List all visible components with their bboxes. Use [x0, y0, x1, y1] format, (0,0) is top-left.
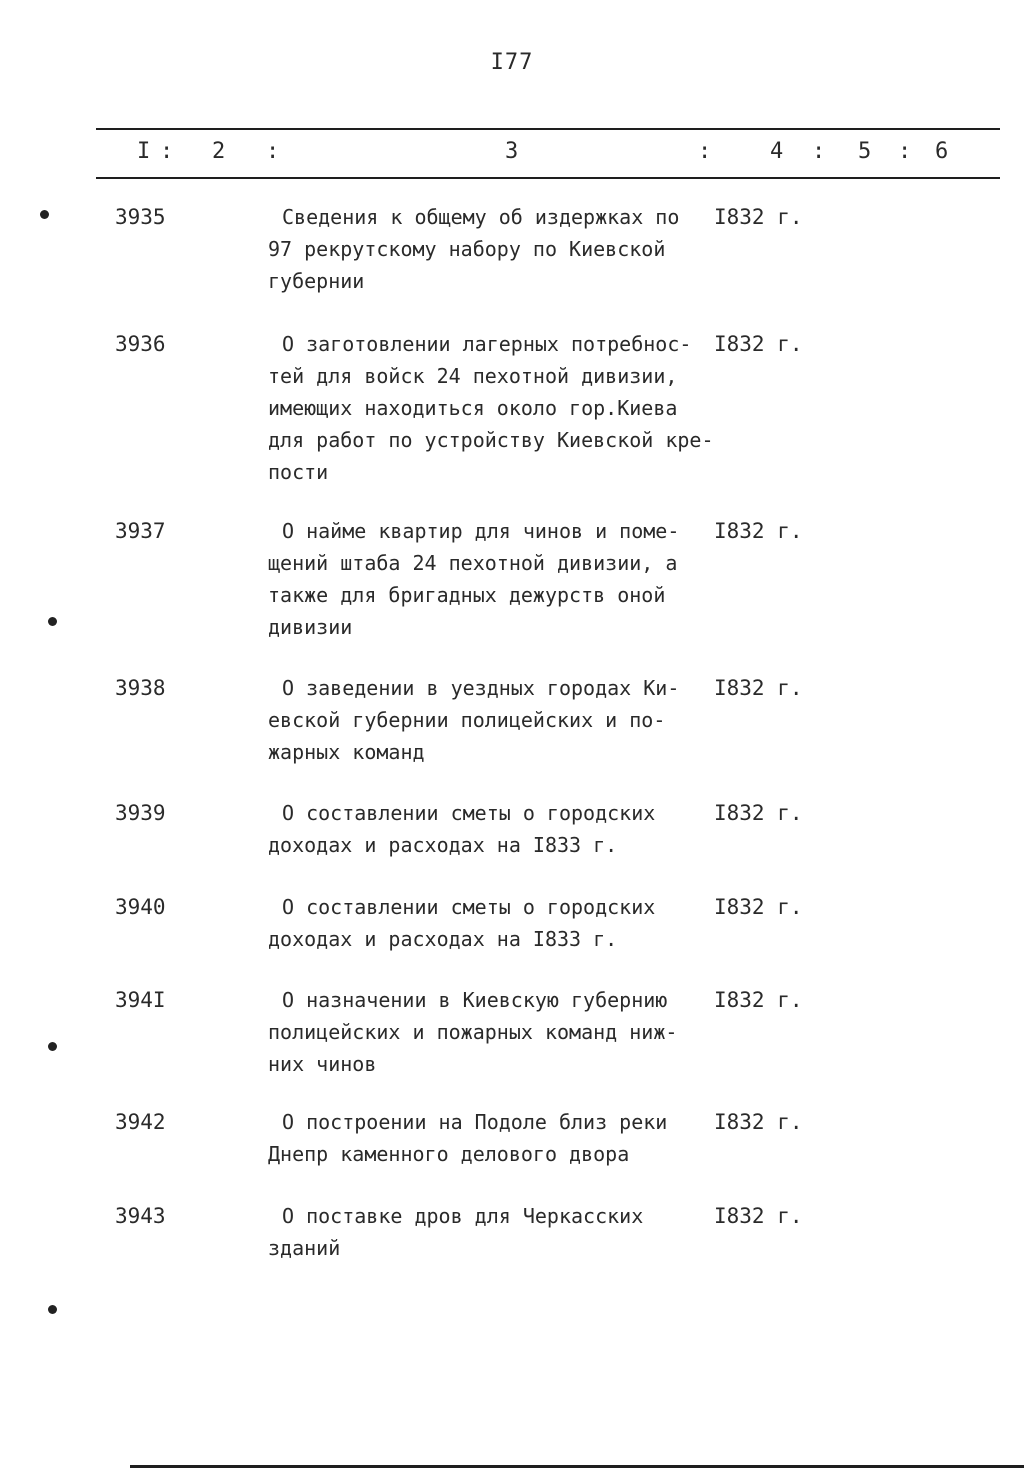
entry-title-line: зданий	[268, 1236, 341, 1260]
entry-title-line: губернии	[268, 269, 365, 293]
table-header-top-rule	[96, 128, 1000, 130]
entry-title-line: полицейских и пожарных команд ниж-	[268, 1020, 678, 1044]
entry-title-line: О заготовлении лагерных потребнос-	[282, 332, 692, 356]
entry-number: 3936	[115, 332, 166, 356]
entry-number: 3943	[115, 1204, 166, 1228]
entry-title-line: для работ по устройству Киевской кре-	[268, 428, 714, 452]
entry-title-line: тей для войск 24 пехотной дивизии,	[268, 364, 678, 388]
entry-number: 3938	[115, 676, 166, 700]
column-header-6: 6	[935, 139, 949, 164]
punch-hole-mark	[48, 617, 57, 626]
entry-title	[268, 515, 713, 643]
entry-title	[268, 984, 713, 1080]
entry-number: 3940	[115, 895, 166, 919]
entry-date: I832 г.	[714, 519, 803, 543]
entry-title-line: имеющих находиться около гор.Киева	[268, 396, 678, 420]
column-header-2: 2	[212, 139, 226, 164]
entry-number: 394I	[115, 988, 166, 1012]
entry-title	[268, 1106, 713, 1170]
column-separator: :	[266, 139, 280, 164]
column-separator: :	[812, 139, 826, 164]
entry-title-line: О поставке дров для Черкасских	[282, 1204, 644, 1228]
entry-title	[268, 891, 713, 955]
entry-date: I832 г.	[714, 988, 803, 1012]
entry-title-line: дивизии	[268, 615, 353, 639]
entry-number: 3942	[115, 1110, 166, 1134]
entry-title-line: 97 рекрутскому набору по Киевской	[268, 237, 666, 261]
column-header-3: 3	[505, 139, 519, 164]
entry-title-line: О назначении в Киевскую губернию	[282, 988, 668, 1012]
entry-title	[268, 328, 713, 488]
entry-title-line: пости	[268, 460, 329, 484]
entry-title-line: доходах и расходах на I833 г.	[268, 927, 618, 951]
column-header-5: 5	[858, 139, 872, 164]
entry-title-line: щений штаба 24 пехотной дивизии, а	[268, 551, 678, 575]
punch-hole-mark	[48, 1042, 57, 1051]
entry-number: 3937	[115, 519, 166, 543]
column-separator: :	[698, 139, 712, 164]
entry-title-line: доходах и расходах на I833 г.	[268, 833, 618, 857]
column-header-4: 4	[770, 139, 784, 164]
page-bottom-edge	[130, 1465, 1024, 1468]
entry-title-line: также для бригадных дежурств оной	[268, 583, 666, 607]
entry-title-line: О составлении сметы о городских	[282, 801, 656, 825]
table-header-bottom-rule	[96, 177, 1000, 179]
entry-date: I832 г.	[714, 1110, 803, 1134]
entry-date: I832 г.	[714, 332, 803, 356]
punch-hole-mark	[48, 1305, 57, 1314]
entry-title	[268, 1200, 713, 1264]
entry-date: I832 г.	[714, 801, 803, 825]
entry-title	[268, 672, 713, 768]
entry-title	[268, 201, 713, 297]
entry-date: I832 г.	[714, 205, 803, 229]
punch-hole-mark	[40, 210, 49, 219]
entry-title-line: О найме квартир для чинов и поме-	[282, 519, 680, 543]
entry-title-line: О заведении в уездных городах Ки-	[282, 676, 680, 700]
entry-number: 3939	[115, 801, 166, 825]
entry-title-line: евской губернии полицейских и по-	[268, 708, 666, 732]
entry-date: I832 г.	[714, 676, 803, 700]
entry-title-line: жарных команд	[268, 740, 425, 764]
entry-date: I832 г.	[714, 1204, 803, 1228]
entry-title-line: Сведения к общему об издержках по	[282, 205, 680, 229]
entry-date: I832 г.	[714, 895, 803, 919]
entry-number: 3935	[115, 205, 166, 229]
column-separator: :	[160, 139, 174, 164]
entry-title-line: них чинов	[268, 1052, 377, 1076]
entry-title-line: О составлении сметы о городских	[282, 895, 656, 919]
column-header-1: I	[137, 139, 151, 164]
entry-title-line: О построении на Подоле близ реки	[282, 1110, 668, 1134]
entry-title-line: Днепр каменного делового двора	[268, 1142, 630, 1166]
entry-title	[268, 797, 713, 861]
page-number: I77	[490, 50, 534, 75]
column-separator: :	[898, 139, 912, 164]
